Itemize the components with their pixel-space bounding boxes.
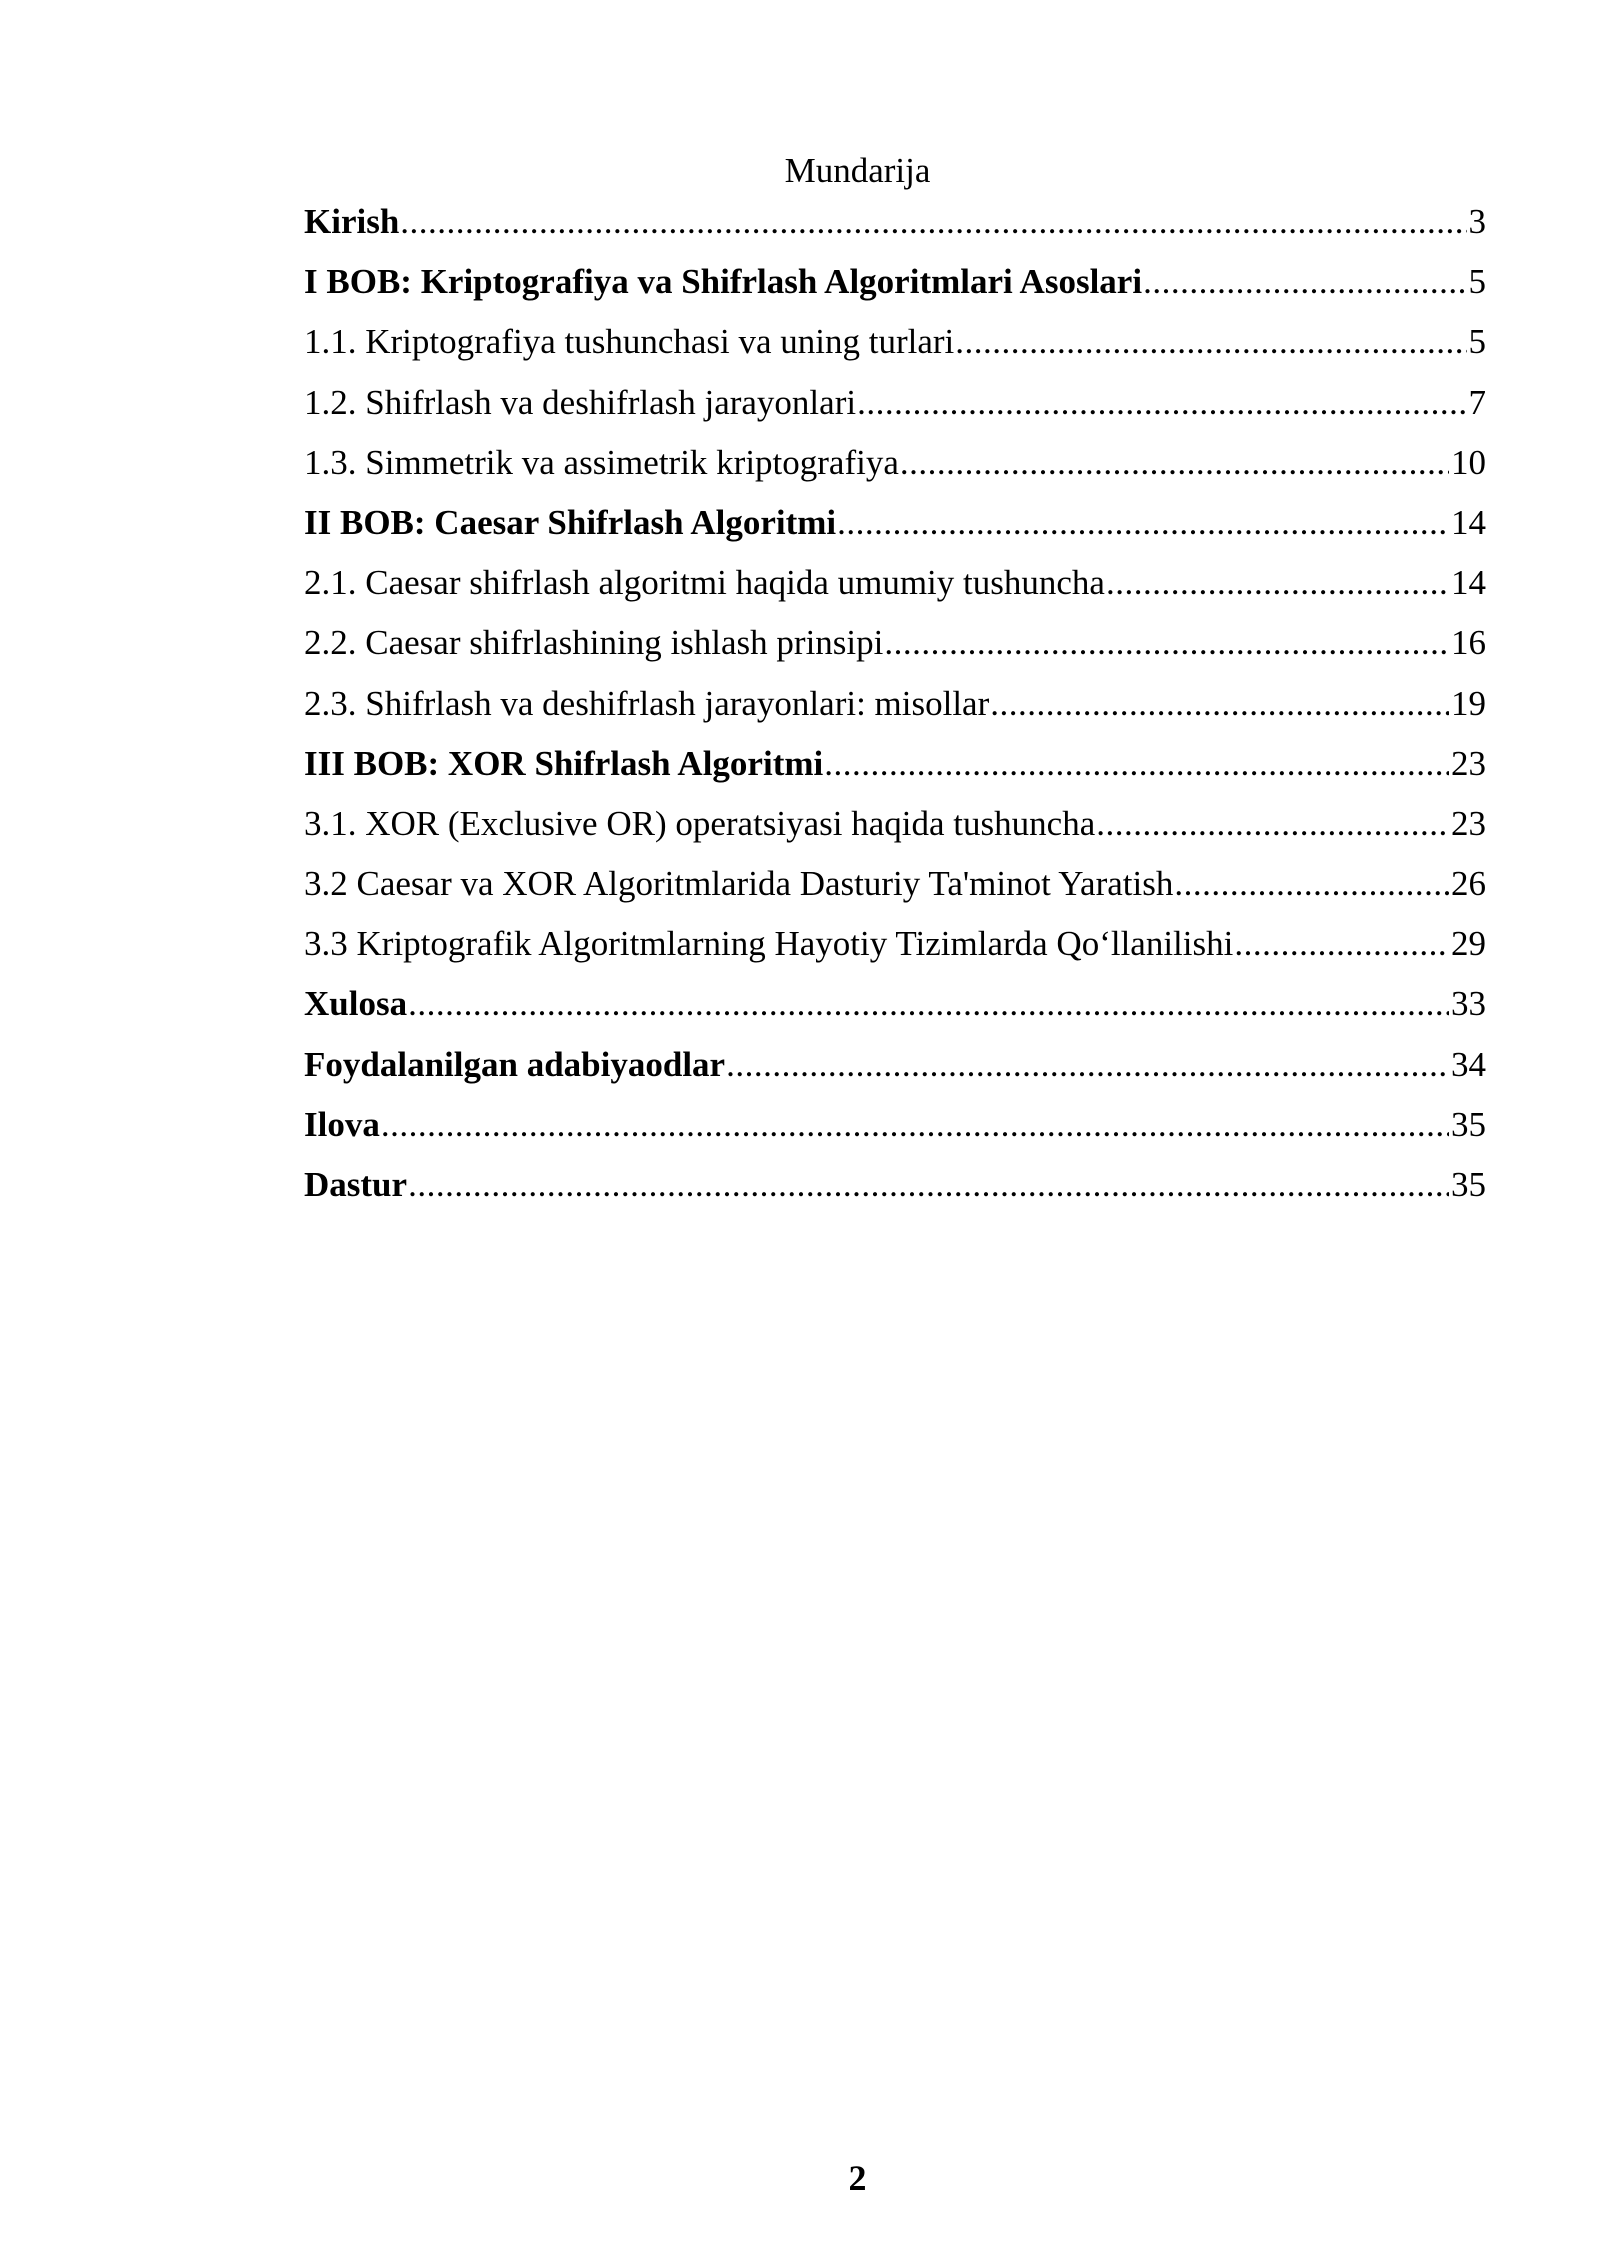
toc-entry[interactable]: [304, 553, 1486, 613]
toc-entry-label: I BOB: Kriptografiya va Shifrlash Algoritmlari Asoslari: [304, 262, 1143, 302]
toc-entry-page: 7: [1468, 382, 1486, 422]
toc-entry-label: 3.2 Caesar va XOR Algoritmlarida Dasturiy Ta'minot Yaratish: [304, 864, 1174, 904]
toc-entry-page: 5: [1468, 322, 1486, 362]
toc-entry-page: 14: [1451, 563, 1486, 603]
toc-entry-label: 1.2. Shifrlash va deshifrlash jarayonlari: [304, 382, 857, 422]
toc-entry-page: 23: [1451, 803, 1486, 843]
toc-entry[interactable]: [304, 974, 1486, 1034]
toc-dot-leader: [955, 312, 1466, 372]
toc-dot-leader: [1143, 252, 1466, 312]
toc-dot-leader: [1106, 553, 1449, 613]
toc-dot-leader: [857, 373, 1466, 433]
toc-entry[interactable]: [304, 252, 1486, 312]
toc-dot-leader: [726, 1035, 1449, 1095]
toc-entry[interactable]: [304, 433, 1486, 493]
toc-entry-page: 14: [1451, 502, 1486, 542]
toc-entry-label: II BOB: Caesar Shifrlash Algoritmi: [304, 502, 837, 542]
page-number: 2: [848, 2158, 867, 2198]
toc-entry-page: 29: [1451, 924, 1486, 964]
toc-entry-page: 16: [1451, 623, 1486, 663]
toc-entry[interactable]: [304, 1155, 1486, 1215]
toc-entry-label: 3.3 Kriptografik Algoritmlarning Hayotiy Tizimlarda Qo‘llanilishi: [304, 924, 1234, 964]
toc-dot-leader: [900, 433, 1449, 493]
toc-dot-leader: [884, 613, 1449, 673]
toc-entry[interactable]: [304, 613, 1486, 673]
toc-dot-leader: [408, 1155, 1449, 1215]
toc-entry[interactable]: [304, 192, 1486, 252]
toc-dot-leader: [1174, 854, 1449, 914]
toc-entry-page: 26: [1451, 864, 1486, 904]
toc-entry-label: 1.1. Kriptografiya tushunchasi va uning turlari: [304, 322, 955, 362]
toc-entry-label: 3.1. XOR (Exclusive OR) operatsiyasi haqida tushuncha: [304, 803, 1096, 843]
toc-entry-label: Dastur: [304, 1165, 408, 1204]
toc-entry[interactable]: [304, 1035, 1486, 1095]
toc-entry-label: Foydalanilgan adabiyaodlar: [304, 1044, 726, 1084]
toc-entry-page: 35: [1451, 1104, 1486, 1144]
toc-entry[interactable]: [304, 674, 1486, 734]
toc-entry-label: Ilova: [304, 1104, 380, 1144]
toc-entry[interactable]: [304, 312, 1486, 372]
toc-dot-leader: [381, 1095, 1449, 1155]
toc-entry-page: 10: [1451, 442, 1486, 482]
toc-dot-leader: [1096, 794, 1449, 854]
toc-dot-leader: [1234, 914, 1449, 974]
toc-entry-label: 2.1. Caesar shifrlash algoritmi haqida umumiy tushuncha: [304, 563, 1105, 603]
table-of-contents: [304, 192, 1486, 1215]
toc-entry[interactable]: [304, 914, 1486, 974]
toc-dot-leader: [837, 493, 1449, 553]
toc-entry-label: Xulosa: [304, 984, 408, 1024]
toc-entry[interactable]: [304, 854, 1486, 914]
toc-entry-page: 35: [1451, 1165, 1486, 1204]
toc-dot-leader: [400, 192, 1466, 252]
toc-dot-leader: [408, 974, 1449, 1034]
toc-entry-label: III BOB: XOR Shifrlash Algoritmi: [304, 743, 824, 783]
toc-entry[interactable]: [304, 493, 1486, 553]
toc-entry-page: 33: [1451, 984, 1486, 1024]
toc-entry-label: 2.2. Caesar shifrlashining ishlash prinsipi: [304, 623, 884, 663]
toc-entry[interactable]: [304, 373, 1486, 433]
toc-dot-leader: [824, 734, 1449, 794]
toc-entry-label: Kirish: [304, 202, 400, 241]
toc-entry-page: 23: [1451, 743, 1486, 783]
toc-entry[interactable]: [304, 734, 1486, 794]
toc-entry-page: 34: [1451, 1044, 1486, 1084]
toc-title: Mundarija: [784, 151, 931, 190]
toc-entry-page: 5: [1468, 262, 1486, 302]
toc-entry[interactable]: [304, 1095, 1486, 1155]
toc-entry-page: 19: [1451, 683, 1486, 723]
toc-dot-leader: [990, 674, 1449, 734]
toc-entry-label: 2.3. Shifrlash va deshifrlash jarayonlari: misollar: [304, 683, 990, 723]
toc-entry-label: 1.3. Simmetrik va assimetrik kriptografiya: [304, 442, 899, 482]
toc-entry-page: 3: [1468, 202, 1486, 241]
toc-entry[interactable]: [304, 794, 1486, 854]
